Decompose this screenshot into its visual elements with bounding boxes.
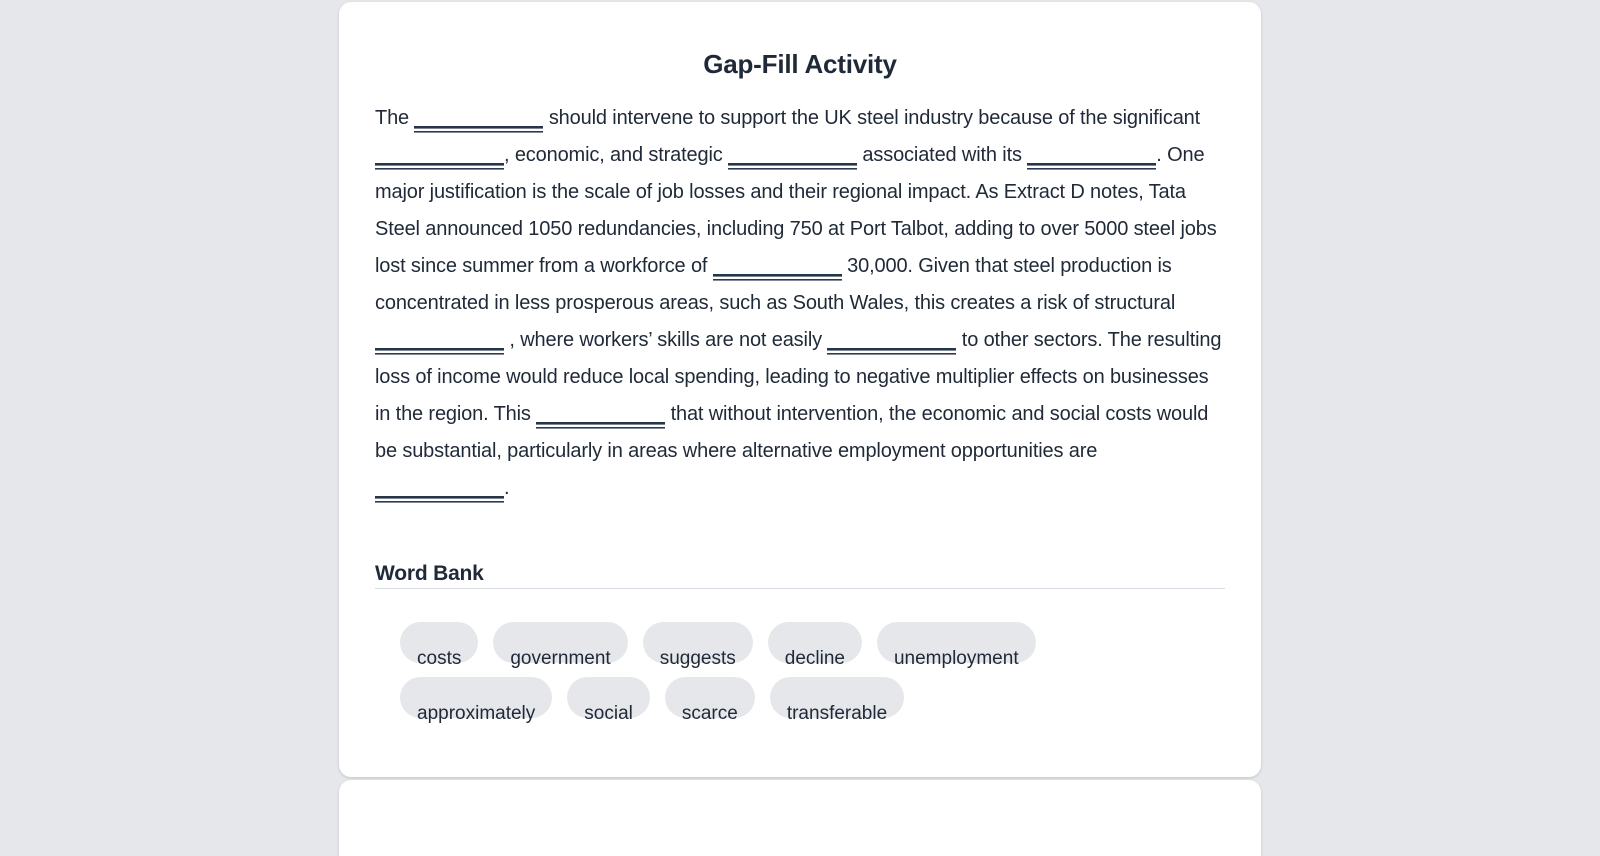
word-chip-scarce[interactable] — [665, 677, 755, 724]
word-chip-unemployment[interactable] — [877, 622, 1036, 669]
word-chip-label: unemployment — [893, 648, 1019, 669]
gap-blank-7[interactable] — [827, 329, 956, 355]
word-chip-label: scarce — [681, 703, 738, 724]
word-bank-divider — [375, 588, 1225, 589]
gap-blank-3[interactable] — [728, 144, 857, 170]
word-chip-approximately[interactable] — [400, 677, 552, 724]
gap-blank-1[interactable] — [414, 107, 543, 133]
word-chip-label: social — [584, 703, 633, 724]
word-chip-costs[interactable] — [400, 622, 478, 669]
gap-blank-6[interactable] — [375, 329, 504, 355]
gap-blank-4[interactable] — [1027, 144, 1156, 170]
activity-title: Gap-Fill Activity — [703, 49, 897, 79]
word-chip-label: suggests — [659, 648, 736, 669]
word-chip-label: approximately — [417, 703, 536, 724]
page-stage — [339, 0, 1261, 856]
gap-blank-9[interactable] — [375, 477, 504, 503]
gap-fill-passage: The should intervene to support the UK steel industry because of the significant , economic, and strategic associated with its . One major justification is the scale of job losses and their regional impact. As Extract D notes, Tata Steel announced 1050 redundancies, including 750 at Port Talbot, adding to over 5000 steel jobs lost since summer from a workforce of 30,000. Given that steel production is concentrated in less prosperous areas, such as South Wales, this creates a risk of structural , where workers’ skills are not easily to other sectors. The resulting loss of income would reduce local spending, leading to negative multiplier effects on businesses in the region. This that without intervention, the economic and social costs would be substantial, particularly in areas where alternative employment opportunities are . — [375, 100, 1225, 507]
word-chip-label: transferable — [786, 703, 888, 724]
word-chip-label: government — [510, 648, 611, 669]
word-bank-heading: Word Bank — [375, 562, 484, 585]
next-section-card — [339, 780, 1261, 856]
word-chip-social[interactable] — [567, 677, 650, 724]
word-chip-label: costs — [417, 648, 462, 669]
word-chip-decline[interactable] — [768, 622, 862, 669]
gap-fill-card — [339, 2, 1261, 777]
gap-blank-5[interactable] — [713, 255, 842, 281]
word-chip-label: decline — [784, 648, 845, 669]
word-chip-transferable[interactable] — [770, 677, 904, 724]
word-chip-suggests[interactable] — [643, 622, 753, 669]
gap-blank-8[interactable] — [536, 403, 665, 429]
word-chip-government[interactable] — [493, 622, 627, 669]
gap-blank-2[interactable] — [375, 144, 504, 170]
word-bank-list — [375, 622, 1225, 724]
